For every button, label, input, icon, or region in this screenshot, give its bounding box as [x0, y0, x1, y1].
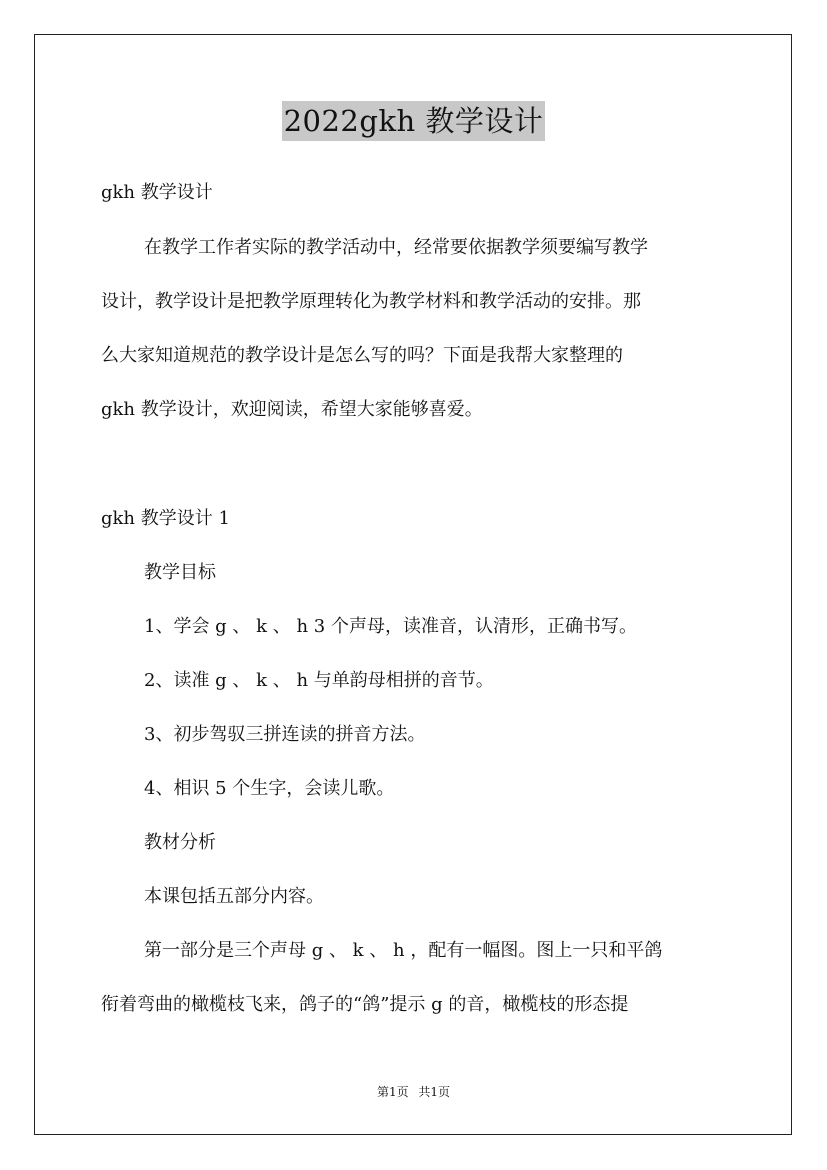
paragraph-line: 设计，教学设计是把教学原理转化为教学材料和教学活动的安排。那 [101, 291, 641, 312]
list-item: 3、初步驾驭三拼连读的拼音方法。 [144, 724, 426, 745]
document-title: 2022gkh 教学设计 [282, 101, 546, 141]
subheading: 教材分析 [144, 832, 216, 853]
paragraph-line: 本课包括五部分内容。 [144, 886, 324, 907]
paragraph-line: gkh 教学设计，欢迎阅读，希望大家能够喜爱。 [101, 399, 483, 420]
paragraph-line: 第一部分是三个声母 g 、 k 、 h ，配有一幅图。图上一只和平鸽 [144, 940, 663, 961]
list-item: 4、相识 5 个生字，会读儿歌。 [144, 778, 395, 799]
subheading: 教学目标 [144, 562, 216, 583]
page-total: 共1页 [418, 1085, 451, 1099]
list-item: 1、学会 g 、 k 、 h 3 个声母，读准音，认清形，正确书写。 [144, 616, 637, 637]
section-heading: gkh 教学设计 1 [101, 508, 230, 529]
list-item: 2、读准 g 、 k 、 h 与单韵母相拼的音节。 [144, 670, 494, 691]
title-container [0, 101, 827, 141]
paragraph-line: 在教学工作者实际的教学活动中，经常要依据教学须要编写教学 [144, 237, 648, 258]
paragraph-line: 么大家知道规范的教学设计是怎么写的吗？下面是我帮大家整理的 [101, 345, 623, 366]
section-heading: gkh 教学设计 [101, 182, 213, 203]
paragraph-line: 衔着弯曲的橄榄枝飞来，鸽子的“鸽”提示 g 的音，橄榄枝的形态提 [101, 994, 629, 1015]
page-number: 第1页 [376, 1085, 409, 1099]
page-footer [0, 1084, 827, 1100]
